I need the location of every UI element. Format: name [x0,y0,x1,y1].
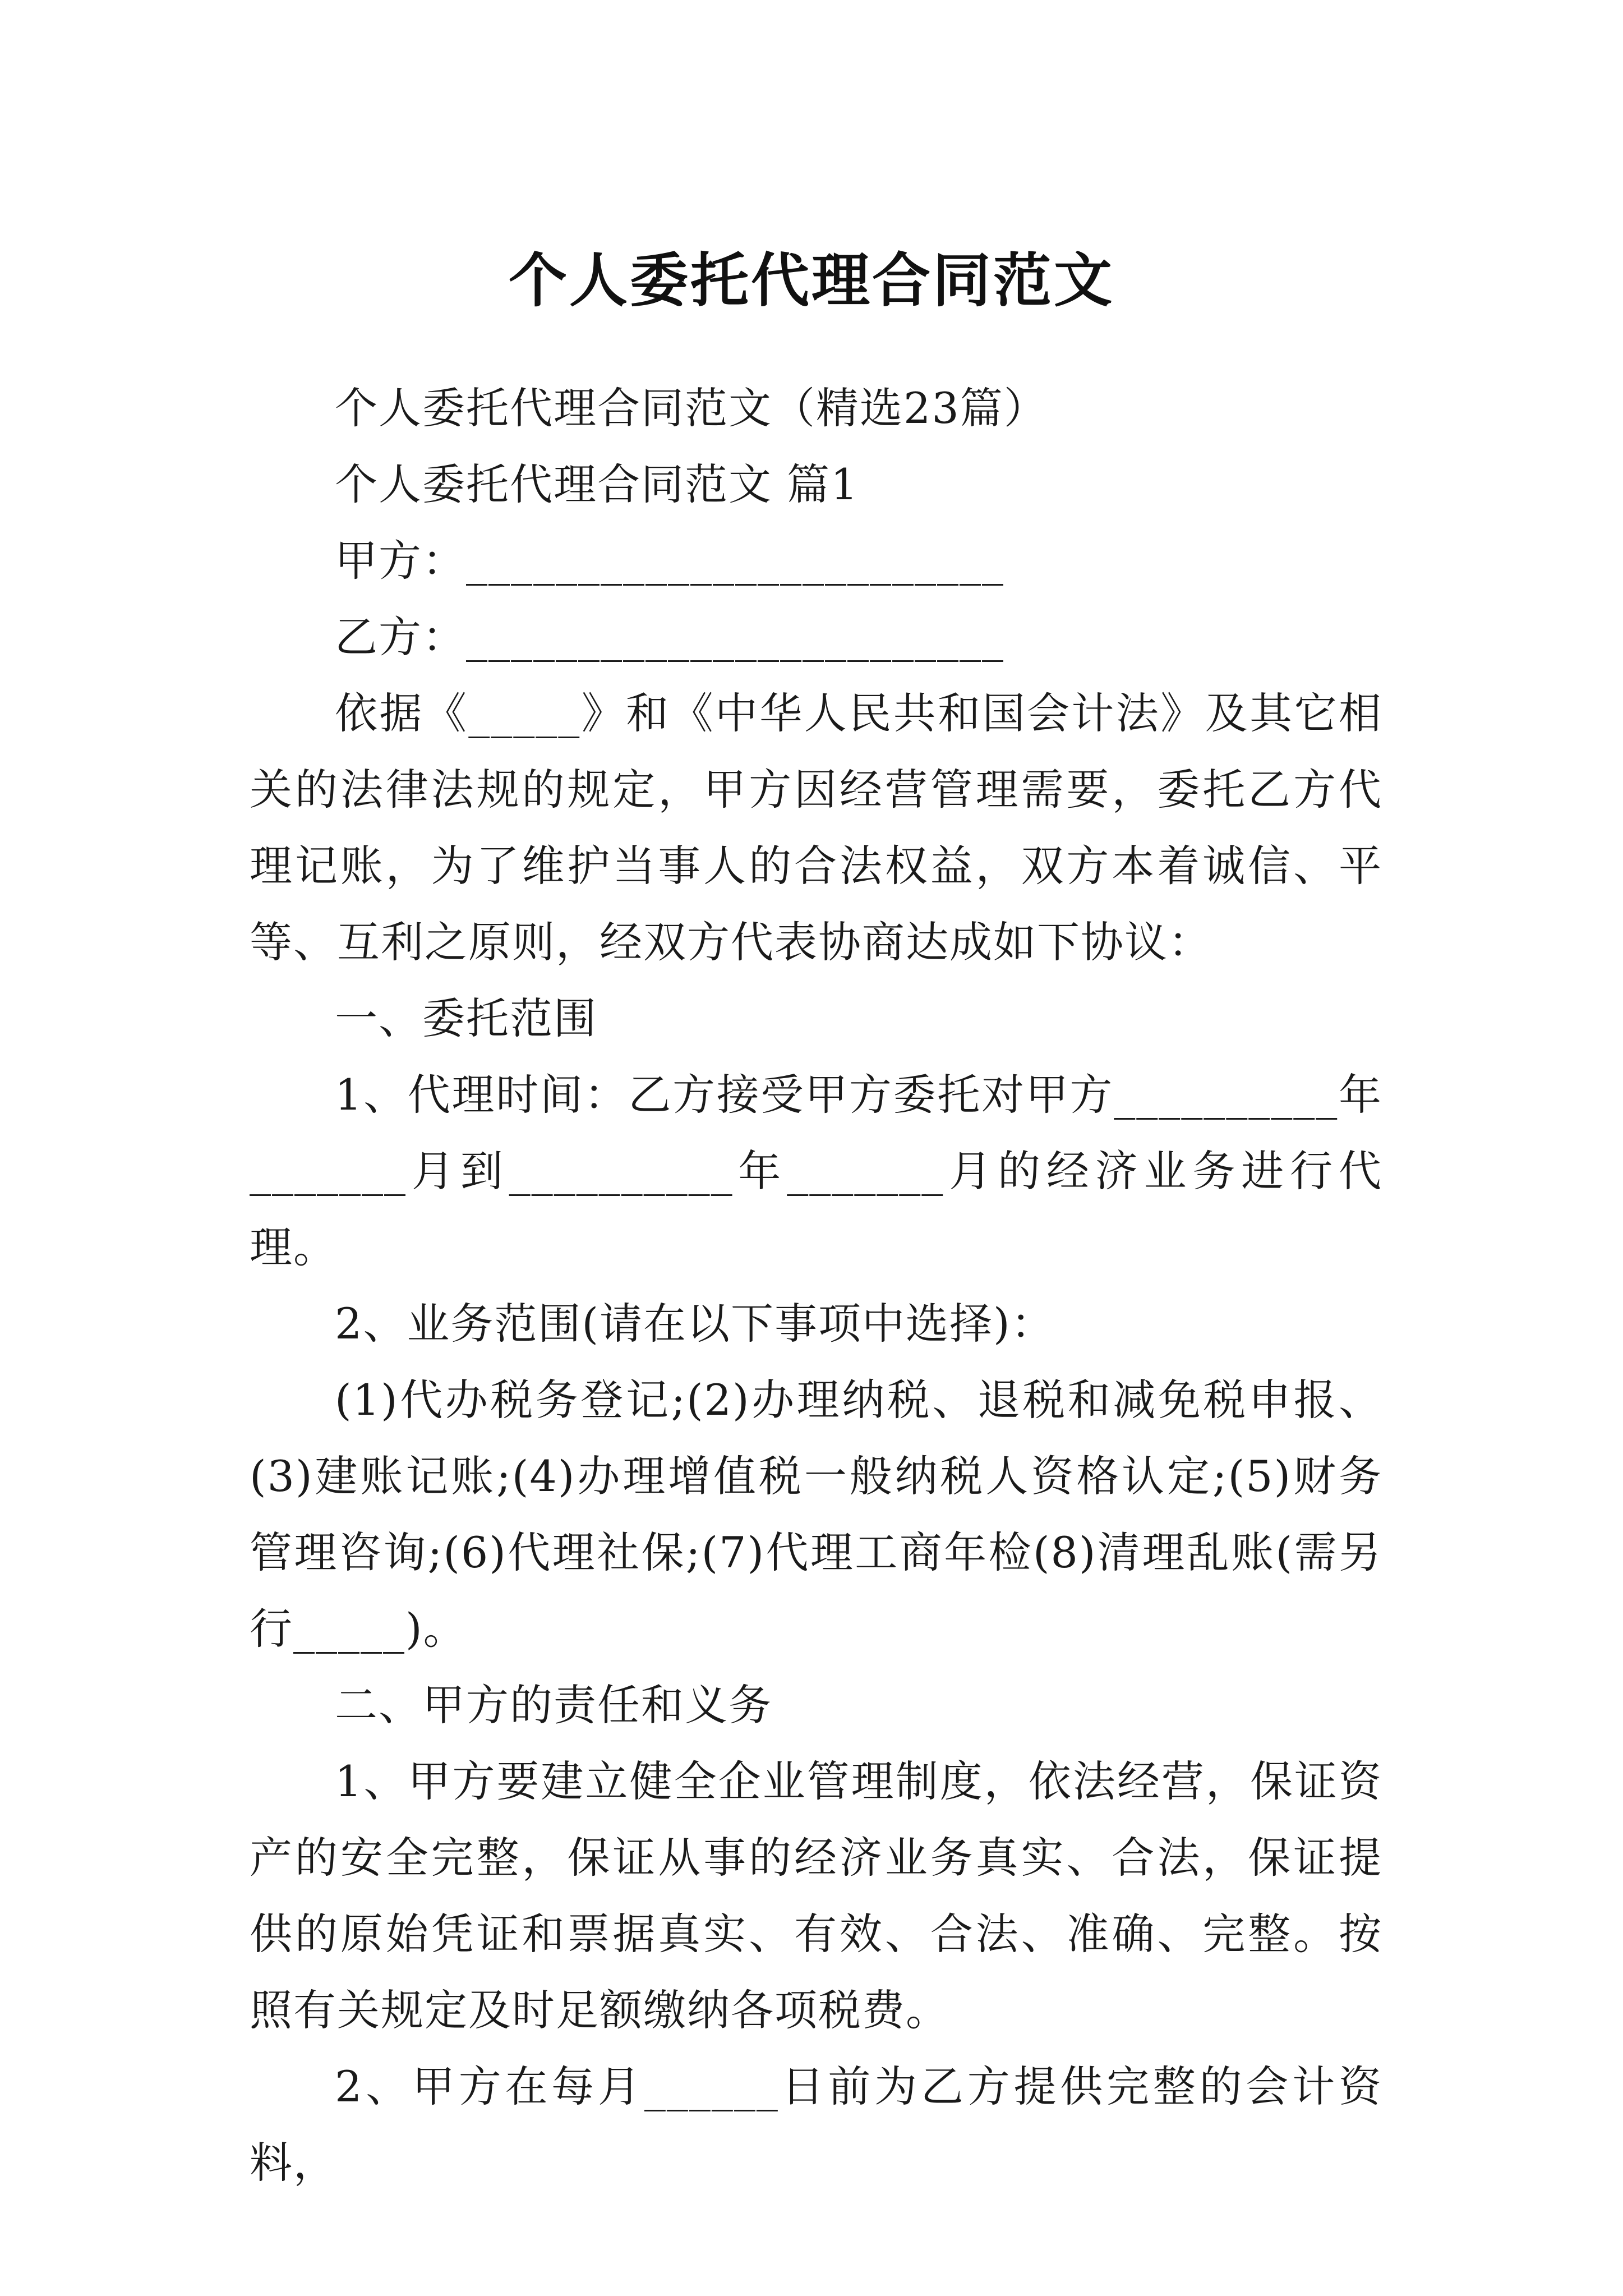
subtitle-paragraph: 个人委托代理合同范文（精选23篇） [335,383,1048,433]
preamble-paragraph: 依据《_____》和《中华人民共和国会计法》及其它相关的法律法规的规定，甲方因经营管理需要，委托乙方代理记账，为了维护当事人的合法权益，双方本着诚信、平等、互利之原则，经双方代表协商达成如下协议： [250,688,1382,967]
party-a-line: 甲方：________________________ [335,536,1004,586]
clause-party-a-duty-1: 1、甲方要建立健全企业管理制度，依法经营，保证资产的安全完整，保证从事的经济业务真实、合法，保证提供的原始凭证和票据真实、有效、合法、准确、完整。按照有关规定及时足额缴纳各项税费。 [250,1756,1382,2035]
clause-business-scope: 2、业务范围(请在以下事项中选择)： [335,1299,1055,1349]
clause-party-a-duty-2: 2、甲方在每月______日前为乙方提供完整的会计资料， [250,2062,1382,2188]
document-title: 个人委托代理合同范文 [508,245,1114,315]
section-heading: 个人委托代理合同范文 篇1 [335,459,859,509]
clause-business-items: (1)代办税务登记;(2)办理纳税、退税和减免税申报、(3)建账记账;(4)办理增值税一般纳税人资格认定;(5)财务管理咨询;(6)代理社保;(7)代理工商年检(8)清理乱账(需另行_____)。 [250,1375,1382,1654]
document-body [250,370,1382,2201]
party-b-line: 乙方：________________________ [335,612,1004,662]
heading-scope: 一、委托范围 [335,993,597,1043]
heading-party-a-duties: 二、甲方的责任和义务 [335,1680,772,1730]
clause-agency-period: 1、代理时间：乙方接受甲方委托对甲方__________年_______月到__________年_______月的经济业务进行代理。 [250,1070,1382,1272]
